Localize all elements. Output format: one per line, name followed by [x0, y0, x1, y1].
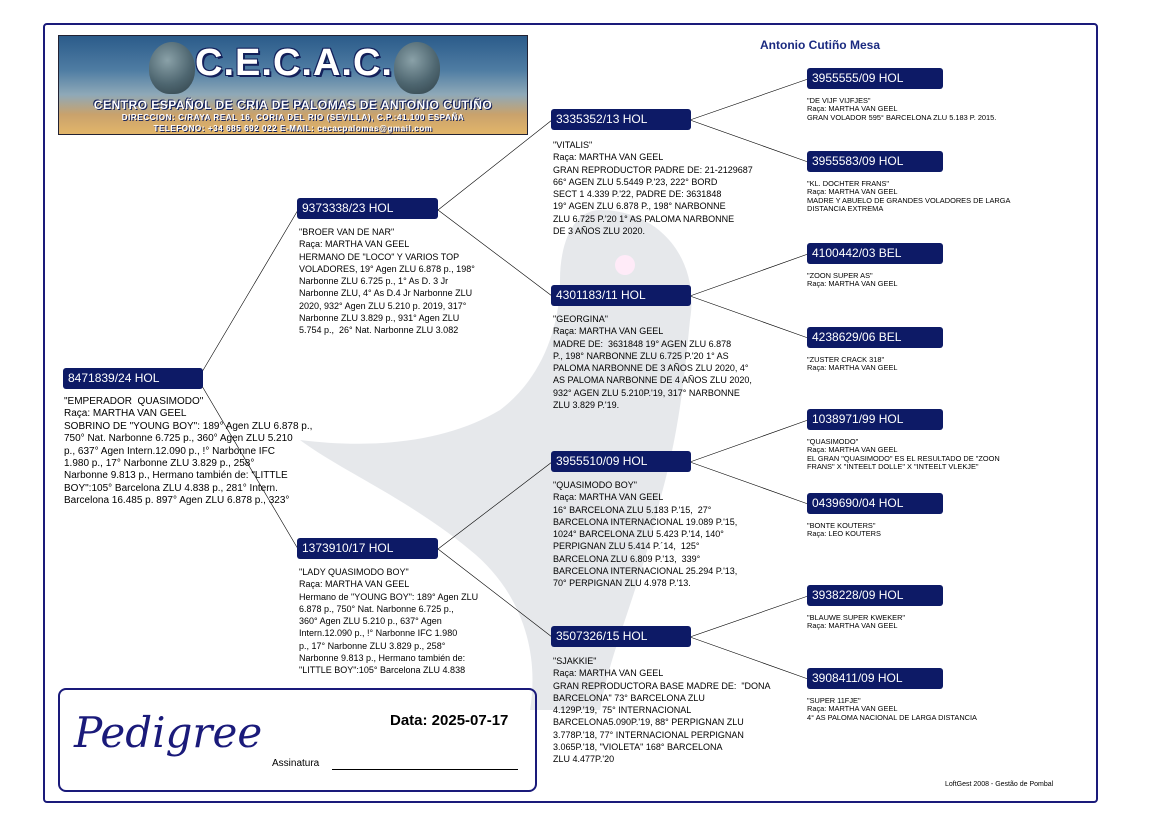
subject-ring-tag[interactable]: 8471839/24 HOL — [63, 368, 203, 389]
pedigree-box — [58, 688, 537, 792]
dam-ring-tag[interactable]: 1373910/17 HOL — [297, 538, 438, 559]
banner-line1: CENTRO ESPAÑOL DE CRIA DE PALOMAS DE ANTONIO CUTIÑO — [93, 98, 493, 112]
dsd-ring-tag[interactable]: 0439690/04 HOL — [807, 493, 943, 514]
sss-ring-tag[interactable]: 3955555/09 HOL — [807, 68, 943, 89]
dsd-info: "BONTE KOUTERS" Raça: LEO KOUTERS — [807, 521, 881, 539]
sire-info: "BROER VAN DE NAR" Raça: MARTHA VAN GEEL HERMANO DE "LOCO" Y VARIOS TOP VOLADORES, 19° Agen ZLU 6.878 p., 198° Narbonne ZLU 6.725 p., 1° As D. 3 Jr Narbonne ZLU, 4° As D.4 Jr Narbonne ZLU 2020, 932° Agen ZLU 5.210 p. 2019, 317° Narbonne ZLU 3.829 p., 931° Agen ZLU 5.754 p., 26° Nat. Narbonne ZLU 3.082 — [299, 227, 475, 336]
sdd-ring-tag[interactable]: 4238629/06 BEL — [807, 327, 943, 348]
ds-info: "QUASIMODO BOY" Raça: MARTHA VAN GEEL 16° BARCELONA ZLU 5.183 P.'15, 27° BARCELONA INTERNACIONAL 19.089 P.'15, 1024° BARCELONA ZLU 5.423 P.'14, 140° PERPIGNAN ZLU 5.414 P.´14, 125° BARCELONA ZLU 6.809 P.'13, 339° BARCELONA INTERNACIONAL 25.294 P.'13, 70° PERPIGNAN ZLU 4.978 P.'13. — [553, 480, 738, 589]
ssd-ring-tag[interactable]: 3955583/09 HOL — [807, 151, 943, 172]
sd-ring-tag[interactable]: 4301183/11 HOL — [551, 285, 691, 306]
sire-ring-tag[interactable]: 9373338/23 HOL — [297, 198, 438, 219]
sss-info: "DE VIJF VIJFJES" Raça: MARTHA VAN GEEL GRAN VOLADOR 595° BARCELONA ZLU 5.183 P. 2015. — [807, 96, 997, 122]
sds-ring-tag[interactable]: 4100442/03 BEL — [807, 243, 943, 264]
ds-ring-tag[interactable]: 3955510/09 HOL — [551, 451, 691, 472]
subject-info: "EMPERADOR QUASIMODO" Raça: MARTHA VAN GEEL SOBRINO DE "YOUNG BOY": 189° Agen ZLU 6.878 p., 750° Nat. Narbonne 6.725 p., 360° Agen ZLU 5.210 p., 637° Agen Intern.12.090 p., !° Narbonne IFC 1.980 p., 17° Narbonne ZLU 3.829 p., 258° Narbonne 9.813 p., Hermano también de: "LITTLE BOY":105° Barcelona ZLU 4.838 p., 281° Intern. Barcelona 16.485 p. 897° Agen ZLU 6.878 p., 323° — [64, 396, 313, 507]
banner-line3: TELEFONO: +34 685 692 022 E-MAIL: cecacpalomas@gmail.com — [153, 124, 433, 133]
dds-ring-tag[interactable]: 3938228/09 HOL — [807, 585, 943, 606]
banner-line2: DIRECCION: C/RAYA REAL 16, CORIA DEL RIO (SEVILLA), C.P.:41.100 ESPAÑA — [121, 113, 465, 122]
dd-info: "SJAKKIE" Raça: MARTHA VAN GEEL GRAN REPRODUCTORA BASE MADRE DE: "DONA BARCELONA" 73° BARCELONA ZLU 4.129P.'19, 75° INTERNACIONAL BARCELONA5.090P.'19, 88° PERPIGNAN ZLU 3.778P.'18, 77° INTERNACIONAL PERPIGNAN 3.065P.'18, "VIOLETA" 168° BARCELONA ZLU 4.477P.'20 — [553, 656, 771, 765]
ssd-info: "KL. DOCHTER FRANS" Raça: MARTHA VAN GEEL MADRE Y ABUELO DE GRANDES VOLADORES DE LARGA DISTANCIA EXTREMA — [807, 179, 1011, 214]
dds-info: "BLAUWE SUPER KWEKER" Raça: MARTHA VAN GEEL — [807, 613, 906, 631]
dam-info: "LADY QUASIMODO BOY" Raça: MARTHA VAN GEEL Hermano de "YOUNG BOY": 189° Agen ZLU 6.878 p., 750° Nat. Narbonne 6.725 p., 360° Agen ZLU 5.210 p., 637° Agen Intern.12.090 p., !° Narbonne IFC 1.980 p., 17° Narbonne ZLU 3.829 p., 258° Narbonne 9.813 p., Hermano también de: "LITTLE BOY":105° Barcelona ZLU 4.838 — [299, 567, 479, 676]
ss-ring-tag[interactable]: 3335352/13 HOL — [551, 109, 691, 130]
sdd-info: "ZUSTER CRACK 318" Raça: MARTHA VAN GEEL — [807, 355, 898, 373]
dd-ring-tag[interactable]: 3507326/15 HOL — [551, 626, 691, 647]
owner-name: Antonio Cutiño Mesa — [760, 38, 880, 52]
sd-info: "GEORGINA" Raça: MARTHA VAN GEEL MADRE DE: 3631848 19° AGEN ZLU 6.878 P., 198° NARBONNE ZLU 6.725 P.'20 1° AS PALOMA NARBONNE DE 3 AÑOS ZLU 2020, 4° AS PALOMA NARBONNE DE 4 AÑOS ZLU 2020, 932° AGEN ZLU 5.210P.'19, 317° NARBONNE ZLU 3.829 P.'19. — [553, 314, 752, 411]
signature-label: Assinatura — [272, 758, 320, 769]
ss-info: "VITALIS" Raça: MARTHA VAN GEEL GRAN REPRODUCTOR PADRE DE: 21-2129687 66° AGEN ZLU 5.5449 P.'23, 222° BORD SECT 1 4.339 P.'22, PADRE DE: 3631848 19° AGEN ZLU 6.878 P., 198° NARBONNE ZLU 6.725 P.'20 1° AS PALOMA NARBONNE DE 3 AÑOS ZLU 2020. — [553, 140, 753, 237]
ddd-ring-tag[interactable]: 3908411/09 HOL — [807, 668, 943, 689]
software-footer: LoftGest 2008 - Gestão de Pombal — [945, 781, 1054, 788]
dss-ring-tag[interactable]: 1038971/99 HOL — [807, 409, 943, 430]
dss-info: "QUASIMODO" Raça: MARTHA VAN GEEL EL GRAN "QUASIMODO" ES EL RESULTADO DE "ZOON FRANS" X "INTEELT DOLLE" X "INTEELT VLEKJE" — [807, 437, 1000, 472]
pedigree-title: Pedigree — [74, 708, 263, 757]
sds-info: "ZOON SUPER AS" Raça: MARTHA VAN GEEL — [807, 271, 898, 289]
ddd-info: "SUPER 11FJE" Raça: MARTHA VAN GEEL 4° AS PALOMA NACIONAL DE LARGA DISTANCIA — [807, 696, 977, 722]
banner-brand: C.E.C.A.C. — [195, 42, 393, 84]
signature-line[interactable] — [332, 769, 518, 770]
pedigree-date: Data: 2025-07-17 — [390, 712, 509, 729]
